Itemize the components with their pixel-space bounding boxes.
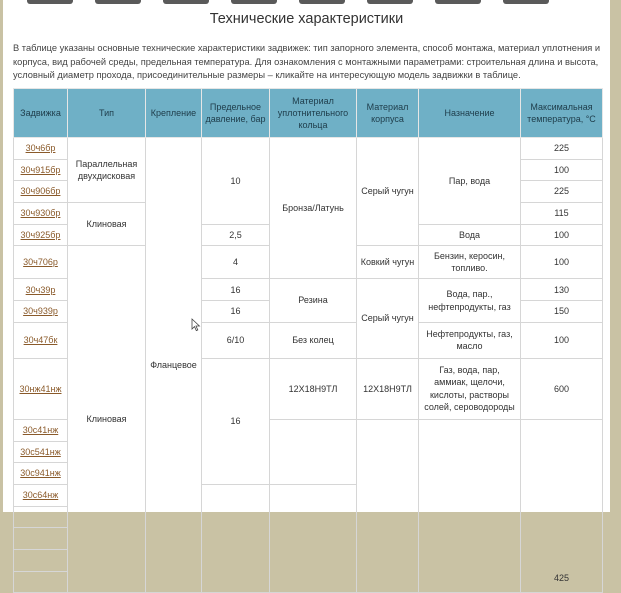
header-temp: Максимальная температура, °С	[521, 89, 603, 138]
type-cell: Клиновая	[68, 246, 146, 593]
seal-cell	[270, 484, 357, 592]
header-mount: Крепление	[146, 89, 202, 138]
pressure-cell	[202, 484, 270, 592]
temp-cell: 150	[521, 301, 603, 323]
model-link[interactable]: 30с41нж	[22, 424, 59, 435]
temp-cell: 100	[521, 224, 603, 246]
model-cell	[14, 506, 68, 528]
page-title: Технические характеристики	[209, 11, 404, 27]
seal-cell: 12Х18Н9ТЛ	[270, 358, 357, 419]
seal-cell	[270, 419, 357, 484]
temp-cell: 225	[521, 181, 603, 203]
header-seal: Материал уплотнительного кольца	[270, 89, 357, 138]
temp-cell: 115	[521, 203, 603, 225]
header-purpose: Назначение	[419, 89, 521, 138]
model-link[interactable]: 30ч47бк	[23, 335, 58, 346]
pressure-cell: 16	[202, 358, 270, 484]
body-cell: Серый чугун	[357, 138, 419, 246]
purpose-cell: Нефтепродукты, газ, масло	[419, 322, 521, 358]
pressure-cell: 6/10	[202, 322, 270, 358]
pressure-cell: 2,5	[202, 224, 270, 246]
body-cell: Ковкий чугун	[357, 246, 419, 279]
purpose-cell: Пар, вода	[419, 138, 521, 225]
temp-cell: 225	[521, 138, 603, 160]
model-link[interactable]: 30с941нж	[20, 468, 61, 479]
model-link[interactable]: 30с64нж	[22, 489, 59, 500]
model-link[interactable]: 30ч39р	[25, 284, 56, 295]
header-model: Задвижка	[14, 89, 68, 138]
mount-cell: Фланцевое	[146, 138, 202, 593]
purpose-cell: Вода, пар., нефтепродукты, газ	[419, 279, 521, 322]
table-header-row	[14, 89, 603, 138]
model-link[interactable]: 30ч6бр	[25, 143, 56, 154]
temp-cell: 100	[521, 322, 603, 358]
header-body: Материал корпуса	[357, 89, 419, 138]
intro-text: В таблице указаны основные технические характеристики задвижек: тип запорного элемента, способ монтажа, материал уплотнения и корпуса, вид рабочей среды, предельная температура. Для ознакомления с монтажными параметрами: строительная длина и высота, условный диаметр прохода, присоединительные размеры – кликайте на интересующую модель задвижки в таблице.	[13, 43, 601, 80]
model-link[interactable]: 30ч706р	[23, 257, 58, 268]
specs-table	[13, 88, 603, 593]
seal-cell: Без колец	[270, 322, 357, 358]
model-link[interactable]: 30ч915бр	[20, 164, 61, 175]
model-link[interactable]: 30ч925бр	[20, 229, 61, 240]
model-link[interactable]: 30ч906бр	[20, 186, 61, 197]
body-cell: Серый чугун	[357, 279, 419, 358]
body-cell: 12Х18Н9ТЛ	[357, 358, 419, 419]
temp-cell: 600	[521, 358, 603, 419]
seal-cell: Бронза/Латунь	[270, 138, 357, 279]
table-row	[14, 138, 603, 160]
pressure-cell: 4	[202, 246, 270, 279]
temp-cell: 425	[521, 419, 603, 593]
purpose-cell: Вода	[419, 224, 521, 246]
pressure-cell: 10	[202, 138, 270, 225]
temp-cell: 100	[521, 159, 603, 181]
model-cell	[14, 571, 68, 593]
model-link[interactable]: 30ч930бр	[20, 208, 61, 219]
pressure-cell: 16	[202, 279, 270, 301]
temp-cell: 100	[521, 246, 603, 279]
purpose-cell	[419, 419, 521, 593]
mouse-cursor-icon	[191, 318, 201, 332]
top-menu-strip	[3, 0, 610, 5]
purpose-cell: Бензин, керосин, топливо.	[419, 246, 521, 279]
model-link[interactable]: 30с541нж	[20, 446, 61, 457]
body-cell	[357, 419, 419, 593]
model-link[interactable]: 30нж41нж	[19, 383, 62, 394]
model-cell	[14, 549, 68, 571]
model-link[interactable]: 30ч939р	[23, 306, 58, 317]
header-pressure: Предельное давление, бар	[202, 89, 270, 138]
seal-cell: Резина	[270, 279, 357, 322]
type-cell: Параллельная двухдисковая	[68, 138, 146, 203]
type-cell: Клиновая	[68, 203, 146, 246]
pressure-cell: 16	[202, 301, 270, 323]
temp-cell: 130	[521, 279, 603, 301]
content-area	[3, 0, 610, 583]
purpose-cell: Газ, вода, пар, аммиак, щелочи, кислоты, растворы солей, сероводороды	[419, 358, 521, 419]
header-type: Тип	[68, 89, 146, 138]
model-cell	[14, 528, 68, 550]
